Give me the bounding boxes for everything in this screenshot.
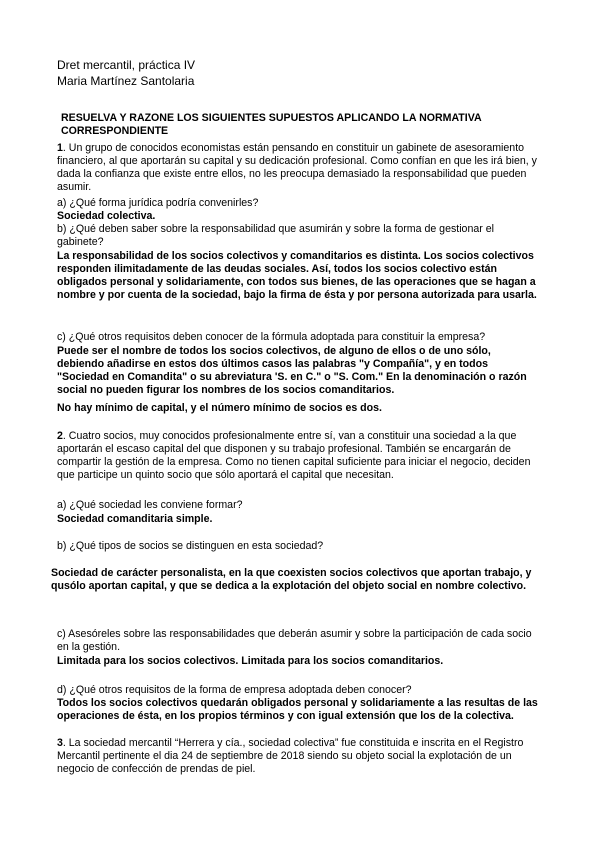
case-1-answer-b: La responsabilidad de los socios colectivos y comanditarios es distinta. Los socios colectivos responden ilimitadamente de las deudas sociales. Así, todos los socios colectivo están obligados personal y solidariamente, con todos sus bienes, de las operaciones que se hagan a nombre y por cuenta de la sociedad, bajo la firma de ésta y por persona autorizada para usarla. (57, 250, 537, 301)
case-2-answer-a: Sociedad comanditaria simple. (57, 513, 213, 525)
case-2-question-b: b) ¿Qué tipos de socios se distinguen en esta sociedad? (57, 540, 324, 552)
case-2-number: 2 (57, 430, 63, 442)
case-3-text: . La sociedad mercantil “Herrera y cía., sociedad colectiva” fue constituida e inscrita en el Registro Mercantil pertinente el dia 24 de septiembre de 2018 siendo su objeto social la explotación de un negocio de confección de prendas de piel. (57, 737, 524, 775)
case-1-answer-c-extra: No hay mínimo de capital, y el número mínimo de socios es dos. (57, 402, 382, 414)
case-2-question-c: c) Asesóreles sobre las responsabilidades que deberán asumir y sobre la participación de cada socio en la gestión. (57, 628, 532, 653)
author-name: Maria Martínez Santolaria (57, 73, 195, 88)
case-2-statement (57, 430, 540, 482)
case-2-answer-d: Todos los socios colectivos quedarán obligados personal y solidariamente a las resultas de las operaciones de ésta, en los propios términos y con igual extensión que los de la colectiva. (57, 697, 538, 722)
case-2-answer-b: Sociedad de carácter personalista, en la que coexisten socios colectivos que aportan trabajo, y qusólo aportan capital, y que se dedica a la explotación del objeto social en nombre colectivo. (51, 567, 532, 592)
case-1-question-b: b) ¿Qué deben saber sobre la responsabilidad que asumirán y sobre la forma de gestionar el gabinete? (57, 223, 494, 248)
case-3-number: 3 (57, 737, 63, 749)
case-1-question-c: c) ¿Qué otros requisitos deben conocer de la fórmula adoptada para constituir la empresa? (57, 331, 486, 343)
exercise-title: RESUELVA Y RAZONE LOS SIGUIENTES SUPUESTOS APLICANDO LA NORMATIVA CORRESPONDIENTE (61, 112, 482, 137)
case-1-text: . Un grupo de conocidos economistas están pensando en constituir un gabinete de asesoramiento financiero, al que aportarán su capital y su dedicación profesional. Como confían en que les irá bien, y dada la confianza que existe entre ellos, no les preocupa demasiado la responsabilidad que pueden asumir. (57, 142, 537, 193)
case-1-question-a: a) ¿Qué forma jurídica podría convenirles? (57, 197, 259, 209)
case-1-number: 1 (57, 142, 63, 154)
case-1-answer-a: Sociedad colectiva. (57, 210, 156, 222)
case-1-answer-c: Puede ser el nombre de todos los socios colectivos, de alguno de ellos o de uno sólo, debiendo añadirse en estos dos últimos casos las palabras "y Compañía", y en todos "Sociedad en Comandita" o su abreviatura 'S. en C." o "S. Com." En la denominación o razón social no pueden figurar los nombres de los socios comanditarios. (57, 345, 527, 396)
case-1-statement (57, 142, 540, 194)
course-title: Dret mercantil, práctica IV (57, 58, 196, 72)
case-2-question-a: a) ¿Qué sociedad les conviene formar? (57, 499, 243, 511)
case-2-answer-c: Limitada para los socios colectivos. Limitada para los socios comanditarios. (57, 655, 444, 667)
case-2-question-d: d) ¿Qué otros requisitos de la forma de empresa adoptada deben conocer? (57, 684, 412, 696)
document-header (57, 58, 195, 89)
case-3-statement (57, 737, 540, 776)
case-2-text: . Cuatro socios, muy conocidos profesionalmente entre sí, van a constituir una sociedad a la que aportarán el escaso capital del que disponen y su trabajo profesional. También se encargarán de compartir la gestión de la empresa. Como no tienen capital suficiente para iniciar el negocio, deciden que participe un quinto socio que sólo aportará el capital que necesitan. (57, 430, 531, 481)
